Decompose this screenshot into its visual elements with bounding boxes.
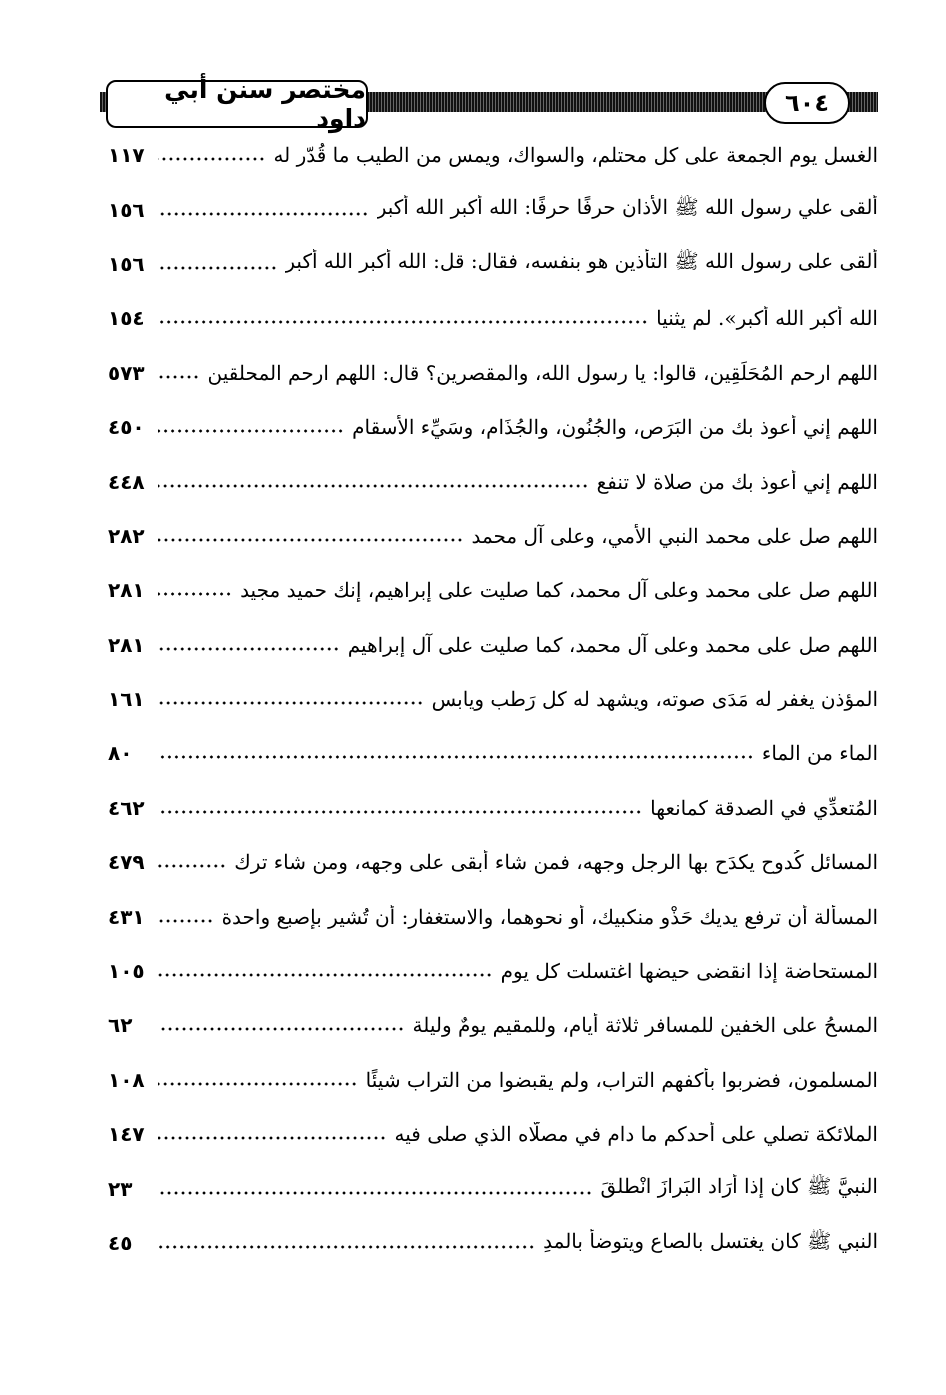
leader-dots	[158, 375, 200, 379]
index-entry	[108, 454, 878, 508]
entry-text: المسائل كُدوح يكدَح بها الرجل وجهه، فمن شاء أبقى على وجهه، ومن شاء ترك	[234, 850, 878, 875]
leader-dots	[158, 320, 648, 324]
entry-page-number: ١٥٦	[108, 197, 145, 222]
leader-dots	[158, 755, 754, 759]
entry-text: اللهم صل على محمد وعلى آل محمد، كما صليت على آل إبراهيم	[347, 632, 878, 657]
entry-text: اللهم إني أعوذ بك من صلاة لا تنفع	[596, 469, 878, 494]
entry-page-number: ٨٠	[108, 741, 133, 766]
entry-text: الله أكبر الله أكبر». لم يثنيا	[656, 306, 878, 331]
index-list	[108, 128, 878, 1270]
entry-text: الغسل يوم الجمعة على كل محتلم، والسواك، ويمس من الطيب ما قُدّر له	[273, 143, 878, 168]
index-entry	[108, 618, 878, 672]
index-entry	[108, 237, 878, 291]
entry-text: المؤذن يغفر له مَدَى صوته، ويشهد له كل رَطب ويابس	[431, 687, 878, 712]
entry-page-number: ١٥٦	[108, 251, 145, 276]
entry-page-number: ٤٦٢	[108, 795, 145, 820]
entry-page-number: ٤٤٨	[108, 469, 145, 494]
entry-page-number: ١٥٤	[108, 306, 145, 331]
leader-dots	[158, 1136, 387, 1140]
leader-dots	[158, 484, 589, 488]
index-entry	[108, 672, 878, 726]
index-entry	[108, 400, 878, 454]
entry-page-number: ٥٧٣	[108, 360, 145, 385]
index-entry	[108, 1161, 878, 1215]
leader-dots	[158, 592, 232, 596]
index-entry	[108, 998, 878, 1052]
index-entry	[108, 1053, 878, 1107]
entry-text: اللهم صل على محمد وعلى آل محمد، كما صليت على إبراهيم، إنك حميد مجيد	[240, 578, 878, 603]
entry-page-number: ٢٨١	[108, 632, 145, 657]
entry-page-number: ١٠٨	[108, 1067, 145, 1092]
entry-text: اللهم ارحم المُحَلِّقِين، قالوا: يا رسول الله، والمقصرين؟ قال: اللهم ارحم المحلقين	[207, 360, 878, 385]
leader-dots	[158, 1082, 358, 1086]
entry-page-number: ٤٣١	[108, 904, 145, 929]
leader-dots	[158, 647, 340, 651]
index-entry	[108, 346, 878, 400]
entry-page-number: ٢٨٢	[108, 523, 145, 548]
index-entry	[108, 1216, 878, 1270]
entry-text: المستحاضة إذا انقضى حيضها اغتسلت كل يوم	[500, 959, 878, 984]
leader-dots	[158, 266, 277, 270]
page-number: ٦٠٤	[764, 82, 850, 124]
entry-text: المسألة أن ترفع يديك حَذْو منكبيك، أو نحوهما، والاستغفار: أن تُشير بإصبع واحدة	[221, 904, 878, 929]
leader-dots	[158, 919, 214, 923]
leader-dots	[158, 973, 493, 977]
leader-dots	[158, 538, 463, 542]
index-entry	[108, 291, 878, 345]
entry-text: النبي ﷺ كان يغتسل بالصاع ويتوضأ بالمدِ	[543, 1228, 878, 1253]
entry-page-number: ٦٢	[108, 1013, 133, 1038]
index-entry	[108, 835, 878, 889]
index-entry	[108, 1107, 878, 1161]
entry-text: المسلمون، فضربوا بأكفهم التراب، ولم يقبضوا من التراب شيئًا	[365, 1067, 878, 1092]
entry-page-number: ٢٣	[108, 1176, 133, 1201]
entry-text: ألقى علي رسول الله ﷺ الأذان حرفًا حرفًا: الله أكبر الله أكبر	[376, 195, 878, 220]
entry-page-number: ٤٧٩	[108, 850, 145, 875]
entry-text: ألقى على رسول الله ﷺ التأذين هو بنفسه، فقال: قل: الله أكبر الله أكبر	[285, 249, 878, 274]
entry-text: المسحُ على الخفين للمسافر ثلاثة أيام، وللمقيم يومٌ وليلة	[412, 1013, 878, 1038]
book-title: مختصر سنن أبي داود	[106, 80, 368, 128]
leader-dots	[158, 864, 226, 868]
entry-text: النبيَّ ﷺ كان إذا أرَاد البَرازَ انْطلقَ	[600, 1174, 878, 1199]
index-entry	[108, 509, 878, 563]
leader-dots	[158, 701, 424, 705]
index-entry	[108, 889, 878, 943]
index-entry	[108, 563, 878, 617]
leader-dots	[158, 157, 265, 161]
entry-page-number: ١٤٧	[108, 1122, 145, 1147]
entry-page-number: ٢٨١	[108, 578, 145, 603]
entry-text: المُتعدِّي في الصدقة كمانعها	[650, 795, 878, 820]
leader-dots	[158, 1191, 593, 1195]
entry-page-number: ١٦١	[108, 687, 145, 712]
index-entry	[108, 726, 878, 780]
entry-page-number: ١١٧	[108, 143, 145, 168]
leader-dots	[158, 429, 344, 433]
entry-text: الملائكة تصلي على أحدكم ما دام في مصلَّاه الذي صلى فيه	[394, 1122, 878, 1147]
index-entry	[108, 128, 878, 182]
entry-page-number: ٤٥	[108, 1231, 133, 1255]
index-entry	[108, 944, 878, 998]
leader-dots	[158, 1027, 405, 1031]
index-entry	[108, 781, 878, 835]
page-header	[100, 75, 878, 133]
index-entry	[108, 182, 878, 236]
leader-dots	[158, 1245, 535, 1249]
leader-dots	[158, 810, 642, 814]
entry-text: اللهم صل على محمد النبي الأمي، وعلى آل محمد	[471, 523, 878, 548]
entry-page-number: ١٠٥	[108, 959, 145, 984]
entry-page-number: ٤٥٠	[108, 415, 145, 440]
entry-text: الماء من الماء	[761, 741, 878, 766]
leader-dots	[158, 212, 369, 216]
entry-text: اللهم إني أعوذ بك من البَرَص، والجُنُون، والجُذَام، وسَيِّء الأسقام	[352, 415, 878, 440]
